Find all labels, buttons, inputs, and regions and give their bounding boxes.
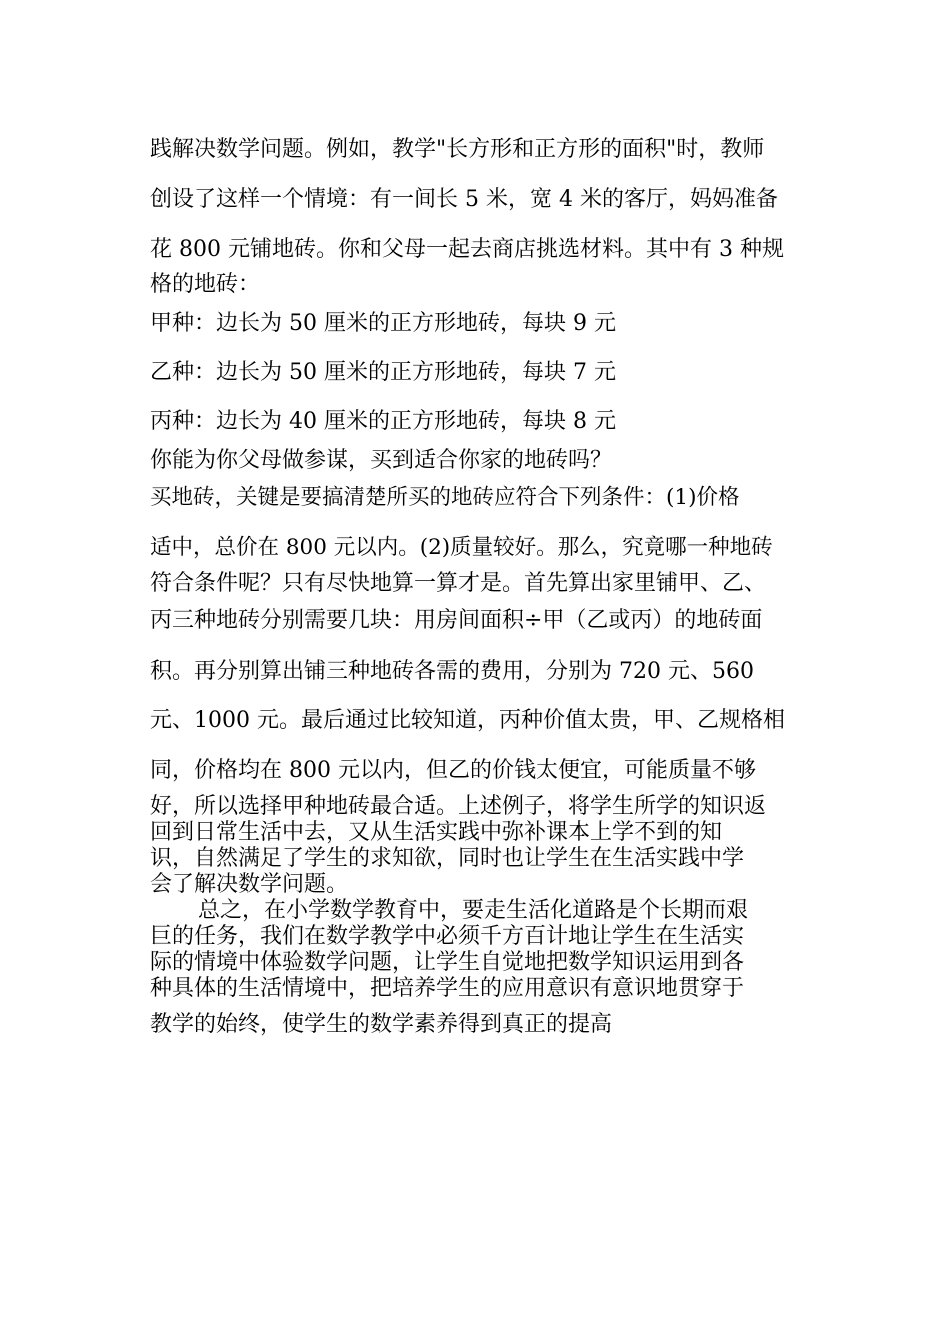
- text-line: 元、1000 元。最后通过比较知道，丙种价值太贵，甲、乙规格相: [150, 708, 785, 733]
- text-line: 适中，总价在 800 元以内。(2)质量较好。那么，究竟哪一种地砖: [150, 535, 773, 560]
- text-line: 践解决数学问题。例如，教学"长方形和正方形的面积"时，教师: [150, 137, 765, 162]
- text-line: 种具体的生活情境中，把培养学生的应用意识有意识地贯穿于: [150, 976, 745, 1001]
- text-line: 教学的始终，使学生的数学素养得到真正的提高: [150, 1012, 613, 1037]
- text-line: 花 800 元铺地砖。你和父母一起去商店挑选材料。其中有 3 种规: [150, 237, 784, 262]
- text-line: 你能为你父母做参谋，买到适合你家的地砖吗？: [150, 448, 613, 473]
- text-line: 格的地砖：: [150, 272, 261, 297]
- text-line: 回到日常生活中去，又从生活实践中弥补课本上学不到的知: [150, 820, 723, 845]
- text-line: 丙三种地砖分别需要几块：用房间面积÷甲（乙或丙）的地砖面: [150, 608, 763, 633]
- text-line: 丙种：边长为 40 厘米的正方形地砖，每块 8 元: [150, 409, 616, 434]
- text-line: 好，所以选择甲种地砖最合适。上述例子，将学生所学的知识返: [150, 794, 767, 819]
- text-line: 同，价格均在 800 元以内，但乙的价钱太便宜，可能质量不够: [150, 758, 756, 783]
- text-line: 积。再分别算出铺三种地砖各需的费用，分别为 720 元、560: [150, 659, 754, 684]
- text-line: 甲种：边长为 50 厘米的正方形地砖，每块 9 元: [150, 311, 616, 336]
- text-line: 买地砖，关键是要搞清楚所买的地砖应符合下列条件：(1)价格: [150, 485, 740, 510]
- text-line: 符合条件呢？只有尽快地算一算才是。首先算出家里铺甲、乙、: [150, 571, 767, 596]
- text-line: 际的情境中体验数学问题，让学生自觉地把数学知识运用到各: [150, 950, 745, 975]
- text-line: 识，自然满足了学生的求知欲，同时也让学生在生活实践中学: [150, 846, 745, 871]
- text-line: 创设了这样一个情境：有一间长 5 米，宽 4 米的客厅，妈妈准备: [150, 187, 778, 212]
- text-line: 乙种：边长为 50 厘米的正方形地砖，每块 7 元: [150, 360, 616, 385]
- text-line: 会了解决数学问题。: [150, 872, 349, 897]
- text-line: 巨的任务，我们在数学教学中必须千方百计地让学生在生活实: [150, 924, 745, 949]
- paragraph-first-line: 总之，在小学数学教育中，要走生活化道路是个长期而艰: [198, 898, 749, 923]
